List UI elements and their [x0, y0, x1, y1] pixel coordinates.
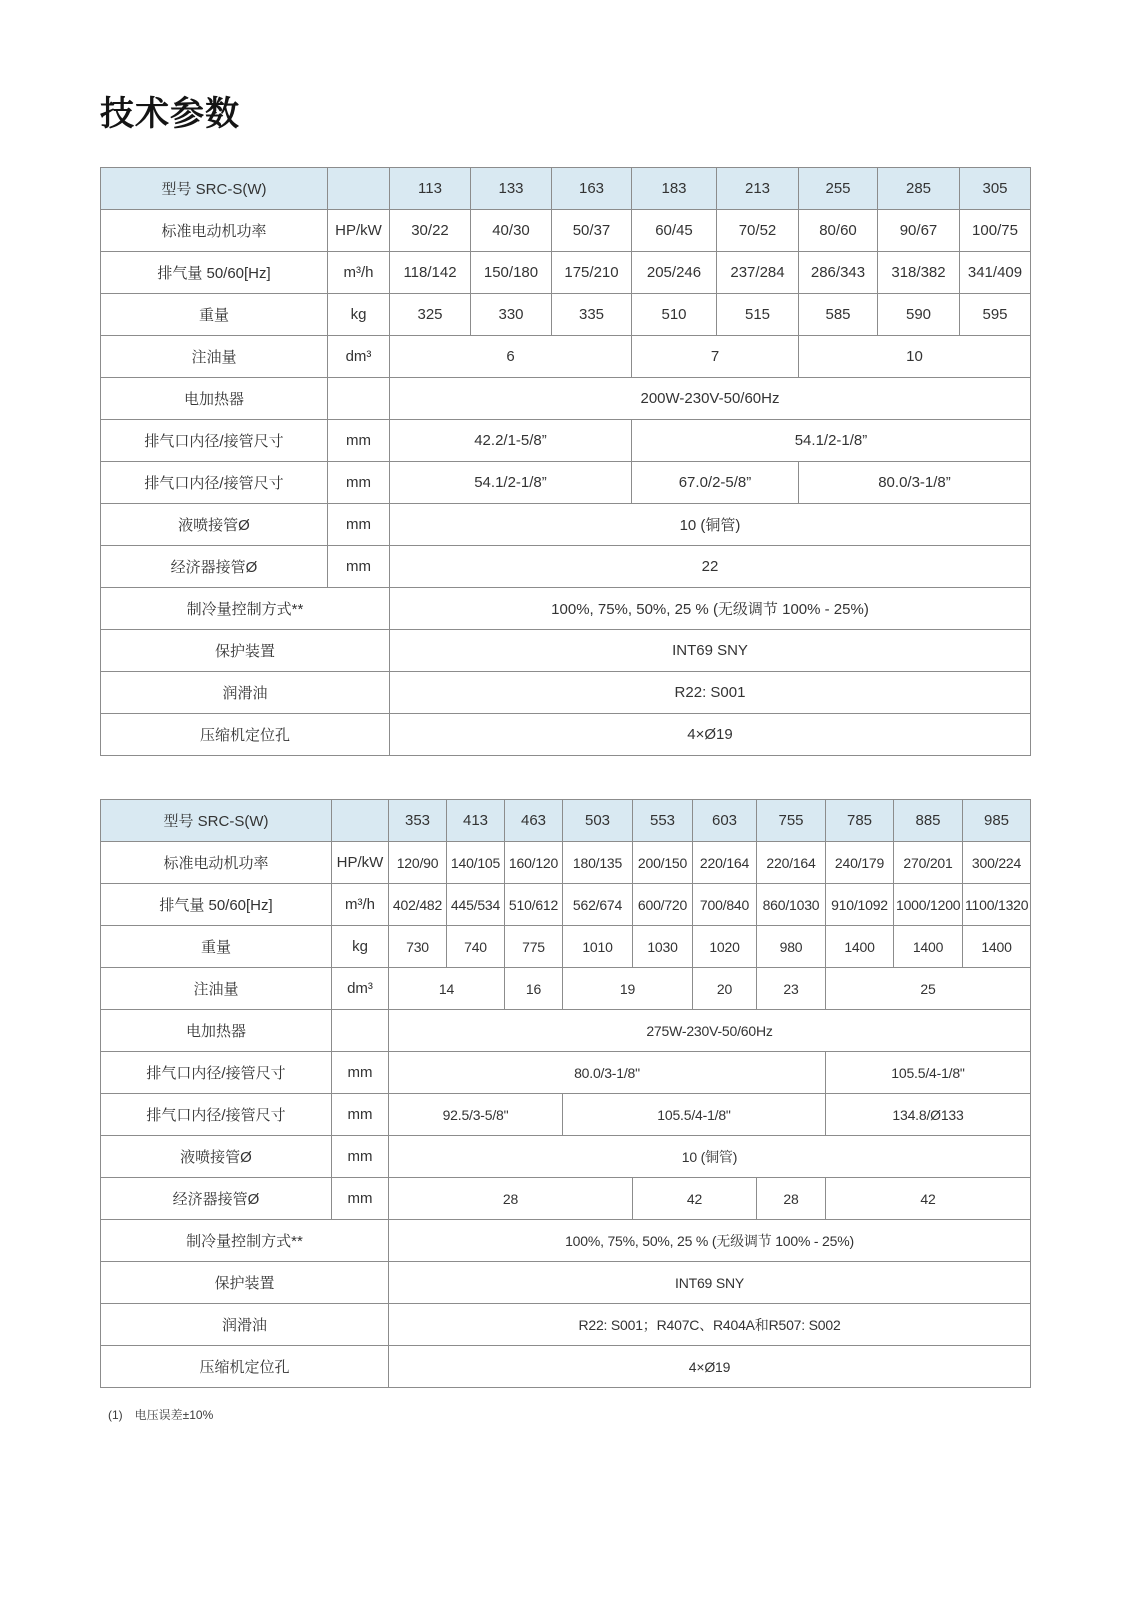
row-unit-cell: m³/h	[328, 252, 390, 294]
value-cell: 118/142	[390, 252, 471, 294]
row-label-cell: 标准电动机功率	[101, 210, 328, 252]
value-cell: 318/382	[878, 252, 960, 294]
row-label-cell: 电加热器	[101, 378, 328, 420]
value-cell: 10 (铜管)	[389, 1136, 1031, 1178]
page	[100, 0, 1030, 1423]
value-cell: 67.0/2-5/8”	[632, 462, 799, 504]
value-cell: 80.0/3-1/8"	[389, 1052, 826, 1094]
spec-row	[101, 210, 1031, 252]
row-unit-cell: kg	[332, 926, 389, 968]
spec-row	[101, 1136, 1031, 1178]
model-header-cell: 163	[552, 168, 632, 210]
value-cell: 42.2/1-5/8”	[390, 420, 632, 462]
spec-row	[101, 842, 1031, 884]
row-label-cell: 标准电动机功率	[101, 842, 332, 884]
value-cell: 92.5/3-5/8"	[389, 1094, 563, 1136]
value-cell: 105.5/4-1/8"	[563, 1094, 826, 1136]
value-cell: 325	[390, 294, 471, 336]
value-cell: 1020	[693, 926, 757, 968]
value-cell: 1030	[633, 926, 693, 968]
page-title: 技术参数	[100, 95, 240, 133]
row-label-cell: 排气口内径/接管尺寸	[101, 1052, 332, 1094]
value-cell: 510	[632, 294, 717, 336]
value-cell: 220/164	[757, 842, 826, 884]
row-label-cell: 润滑油	[101, 1304, 389, 1346]
row-label-cell: 制冷量控制方式**	[101, 588, 390, 630]
spec-row	[101, 546, 1031, 588]
value-cell: INT69 SNY	[389, 1262, 1031, 1304]
value-cell: 402/482	[389, 884, 447, 926]
value-cell: 860/1030	[757, 884, 826, 926]
row-label-cell: 保护装置	[101, 630, 390, 672]
model-header-cell: 785	[826, 800, 894, 842]
value-cell: 590	[878, 294, 960, 336]
spec-row	[101, 926, 1031, 968]
row-label-cell: 排气量 50/60[Hz]	[101, 252, 328, 294]
value-cell: 445/534	[447, 884, 505, 926]
value-cell: 240/179	[826, 842, 894, 884]
value-cell: 335	[552, 294, 632, 336]
value-cell: 980	[757, 926, 826, 968]
value-cell: 4×Ø19	[390, 714, 1031, 756]
value-cell: 1400	[963, 926, 1031, 968]
value-cell: 730	[389, 926, 447, 968]
value-cell: 775	[505, 926, 563, 968]
value-cell: 100%, 75%, 50%, 25 % (无级调节 100% - 25%)	[390, 588, 1031, 630]
value-cell: 270/201	[894, 842, 963, 884]
value-cell: 1400	[826, 926, 894, 968]
spec-row	[101, 378, 1031, 420]
row-label-cell: 排气量 50/60[Hz]	[101, 884, 332, 926]
model-header-cell: 353	[389, 800, 447, 842]
row-unit-cell: mm	[332, 1178, 389, 1220]
footnote-marker: (1)	[108, 1408, 123, 1422]
value-cell: 205/246	[632, 252, 717, 294]
value-cell: 134.8/Ø133	[826, 1094, 1031, 1136]
spec-row	[101, 336, 1031, 378]
spec-row	[101, 672, 1031, 714]
value-cell: 220/164	[693, 842, 757, 884]
row-label-cell: 液喷接管Ø	[101, 504, 328, 546]
spec-row	[101, 1220, 1031, 1262]
value-cell: 585	[799, 294, 878, 336]
value-cell: 4×Ø19	[389, 1346, 1031, 1388]
spec-row	[101, 968, 1031, 1010]
value-cell: INT69 SNY	[390, 630, 1031, 672]
value-cell: 700/840	[693, 884, 757, 926]
value-cell: 20	[693, 968, 757, 1010]
spec-row	[101, 252, 1031, 294]
value-cell: 23	[757, 968, 826, 1010]
value-cell: 180/135	[563, 842, 633, 884]
spec-row	[101, 420, 1031, 462]
row-unit-cell: m³/h	[332, 884, 389, 926]
model-label-cell: 型号 SRC-S(W)	[101, 168, 328, 210]
row-unit-cell: mm	[332, 1094, 389, 1136]
spec-row	[101, 884, 1031, 926]
value-cell: 100/75	[960, 210, 1031, 252]
spec-row	[101, 294, 1031, 336]
model-header-row	[101, 800, 1031, 842]
value-cell: 42	[826, 1178, 1031, 1220]
value-cell: 600/720	[633, 884, 693, 926]
spec-row	[101, 1346, 1031, 1388]
value-cell: 595	[960, 294, 1031, 336]
spec-row	[101, 1052, 1031, 1094]
value-cell: 275W-230V-50/60Hz	[389, 1010, 1031, 1052]
footnote	[100, 1406, 1030, 1423]
row-label-cell: 压缩机定位孔	[101, 714, 390, 756]
value-cell: 120/90	[389, 842, 447, 884]
model-header-cell: 133	[471, 168, 552, 210]
value-cell: R22: S001	[390, 672, 1031, 714]
row-unit-cell: HP/kW	[328, 210, 390, 252]
row-unit-cell: mm	[332, 1052, 389, 1094]
value-cell: 140/105	[447, 842, 505, 884]
row-label-cell: 电加热器	[101, 1010, 332, 1052]
value-cell: 300/224	[963, 842, 1031, 884]
value-cell: 200/150	[633, 842, 693, 884]
value-cell: 28	[757, 1178, 826, 1220]
row-unit-cell	[332, 1010, 389, 1052]
value-cell: 10 (铜管)	[390, 504, 1031, 546]
row-label-cell: 重量	[101, 294, 328, 336]
model-label-cell: 型号 SRC-S(W)	[101, 800, 332, 842]
row-label-cell: 液喷接管Ø	[101, 1136, 332, 1178]
model-header-cell: 255	[799, 168, 878, 210]
row-unit-cell: mm	[328, 504, 390, 546]
row-label-cell: 保护装置	[101, 1262, 389, 1304]
value-cell: 14	[389, 968, 505, 1010]
row-label-cell: 压缩机定位孔	[101, 1346, 389, 1388]
value-cell: 40/30	[471, 210, 552, 252]
spec-row	[101, 1304, 1031, 1346]
value-cell: 54.1/2-1/8”	[390, 462, 632, 504]
row-label-cell: 重量	[101, 926, 332, 968]
value-cell: 6	[390, 336, 632, 378]
value-cell: 1010	[563, 926, 633, 968]
value-cell: 70/52	[717, 210, 799, 252]
value-cell: 740	[447, 926, 505, 968]
value-cell: 200W-230V-50/60Hz	[390, 378, 1031, 420]
model-header-cell: 603	[693, 800, 757, 842]
model-header-cell: 113	[390, 168, 471, 210]
row-unit-cell: mm	[328, 462, 390, 504]
value-cell: 910/1092	[826, 884, 894, 926]
value-cell: 510/612	[505, 884, 563, 926]
value-cell: 1000/1200	[894, 884, 963, 926]
value-cell: 160/120	[505, 842, 563, 884]
value-cell: 42	[633, 1178, 757, 1220]
value-cell: 19	[563, 968, 693, 1010]
value-cell: 30/22	[390, 210, 471, 252]
spec-row	[101, 714, 1031, 756]
value-cell: 60/45	[632, 210, 717, 252]
value-cell: 330	[471, 294, 552, 336]
value-cell: 286/343	[799, 252, 878, 294]
value-cell: 50/37	[552, 210, 632, 252]
row-label-cell: 排气口内径/接管尺寸	[101, 462, 328, 504]
model-header-cell: 755	[757, 800, 826, 842]
value-cell: 100%, 75%, 50%, 25 % (无级调节 100% - 25%)	[389, 1220, 1031, 1262]
row-unit-cell: mm	[328, 420, 390, 462]
row-label-cell: 润滑油	[101, 672, 390, 714]
value-cell: 341/409	[960, 252, 1031, 294]
row-unit-cell: kg	[328, 294, 390, 336]
value-cell: 80/60	[799, 210, 878, 252]
row-unit-cell: mm	[328, 546, 390, 588]
row-label-cell: 注油量	[101, 336, 328, 378]
row-label-cell: 排气口内径/接管尺寸	[101, 1094, 332, 1136]
value-cell: 515	[717, 294, 799, 336]
value-cell: R22: S001；R407C、R404A和R507: S002	[389, 1304, 1031, 1346]
value-cell: 1100/1320	[963, 884, 1031, 926]
spec-table-large-models	[100, 799, 1031, 1388]
spec-row	[101, 1262, 1031, 1304]
model-header-cell: 985	[963, 800, 1031, 842]
model-header-cell: 463	[505, 800, 563, 842]
spec-row	[101, 1094, 1031, 1136]
value-cell: 90/67	[878, 210, 960, 252]
row-label-cell: 经济器接管Ø	[101, 546, 328, 588]
spec-row	[101, 588, 1031, 630]
spec-row	[101, 1178, 1031, 1220]
row-unit-cell: HP/kW	[332, 842, 389, 884]
model-header-row	[101, 168, 1031, 210]
footnote-text: 电压误差±10%	[134, 1408, 214, 1422]
model-header-cell: 553	[633, 800, 693, 842]
spec-row	[101, 630, 1031, 672]
model-header-cell: 305	[960, 168, 1031, 210]
row-label-cell: 排气口内径/接管尺寸	[101, 420, 328, 462]
row-label-cell: 制冷量控制方式**	[101, 1220, 389, 1262]
value-cell: 150/180	[471, 252, 552, 294]
value-cell: 237/284	[717, 252, 799, 294]
value-cell: 54.1/2-1/8”	[632, 420, 1031, 462]
value-cell: 1400	[894, 926, 963, 968]
unit-spacer-cell	[328, 168, 390, 210]
value-cell: 25	[826, 968, 1031, 1010]
value-cell: 7	[632, 336, 799, 378]
spec-table-small-models	[100, 167, 1031, 756]
model-header-cell: 285	[878, 168, 960, 210]
row-label-cell: 经济器接管Ø	[101, 1178, 332, 1220]
row-unit-cell: mm	[332, 1136, 389, 1178]
row-unit-cell: dm³	[332, 968, 389, 1010]
spec-row	[101, 1010, 1031, 1052]
row-label-cell: 注油量	[101, 968, 332, 1010]
value-cell: 175/210	[552, 252, 632, 294]
value-cell: 105.5/4-1/8"	[826, 1052, 1031, 1094]
row-unit-cell: dm³	[328, 336, 390, 378]
model-header-cell: 885	[894, 800, 963, 842]
model-header-cell: 413	[447, 800, 505, 842]
spec-row	[101, 462, 1031, 504]
value-cell: 28	[389, 1178, 633, 1220]
unit-spacer-cell	[332, 800, 389, 842]
spec-row	[101, 504, 1031, 546]
model-header-cell: 503	[563, 800, 633, 842]
value-cell: 562/674	[563, 884, 633, 926]
value-cell: 10	[799, 336, 1031, 378]
row-unit-cell	[328, 378, 390, 420]
value-cell: 22	[390, 546, 1031, 588]
value-cell: 80.0/3-1/8”	[799, 462, 1031, 504]
value-cell: 16	[505, 968, 563, 1010]
model-header-cell: 213	[717, 168, 799, 210]
model-header-cell: 183	[632, 168, 717, 210]
